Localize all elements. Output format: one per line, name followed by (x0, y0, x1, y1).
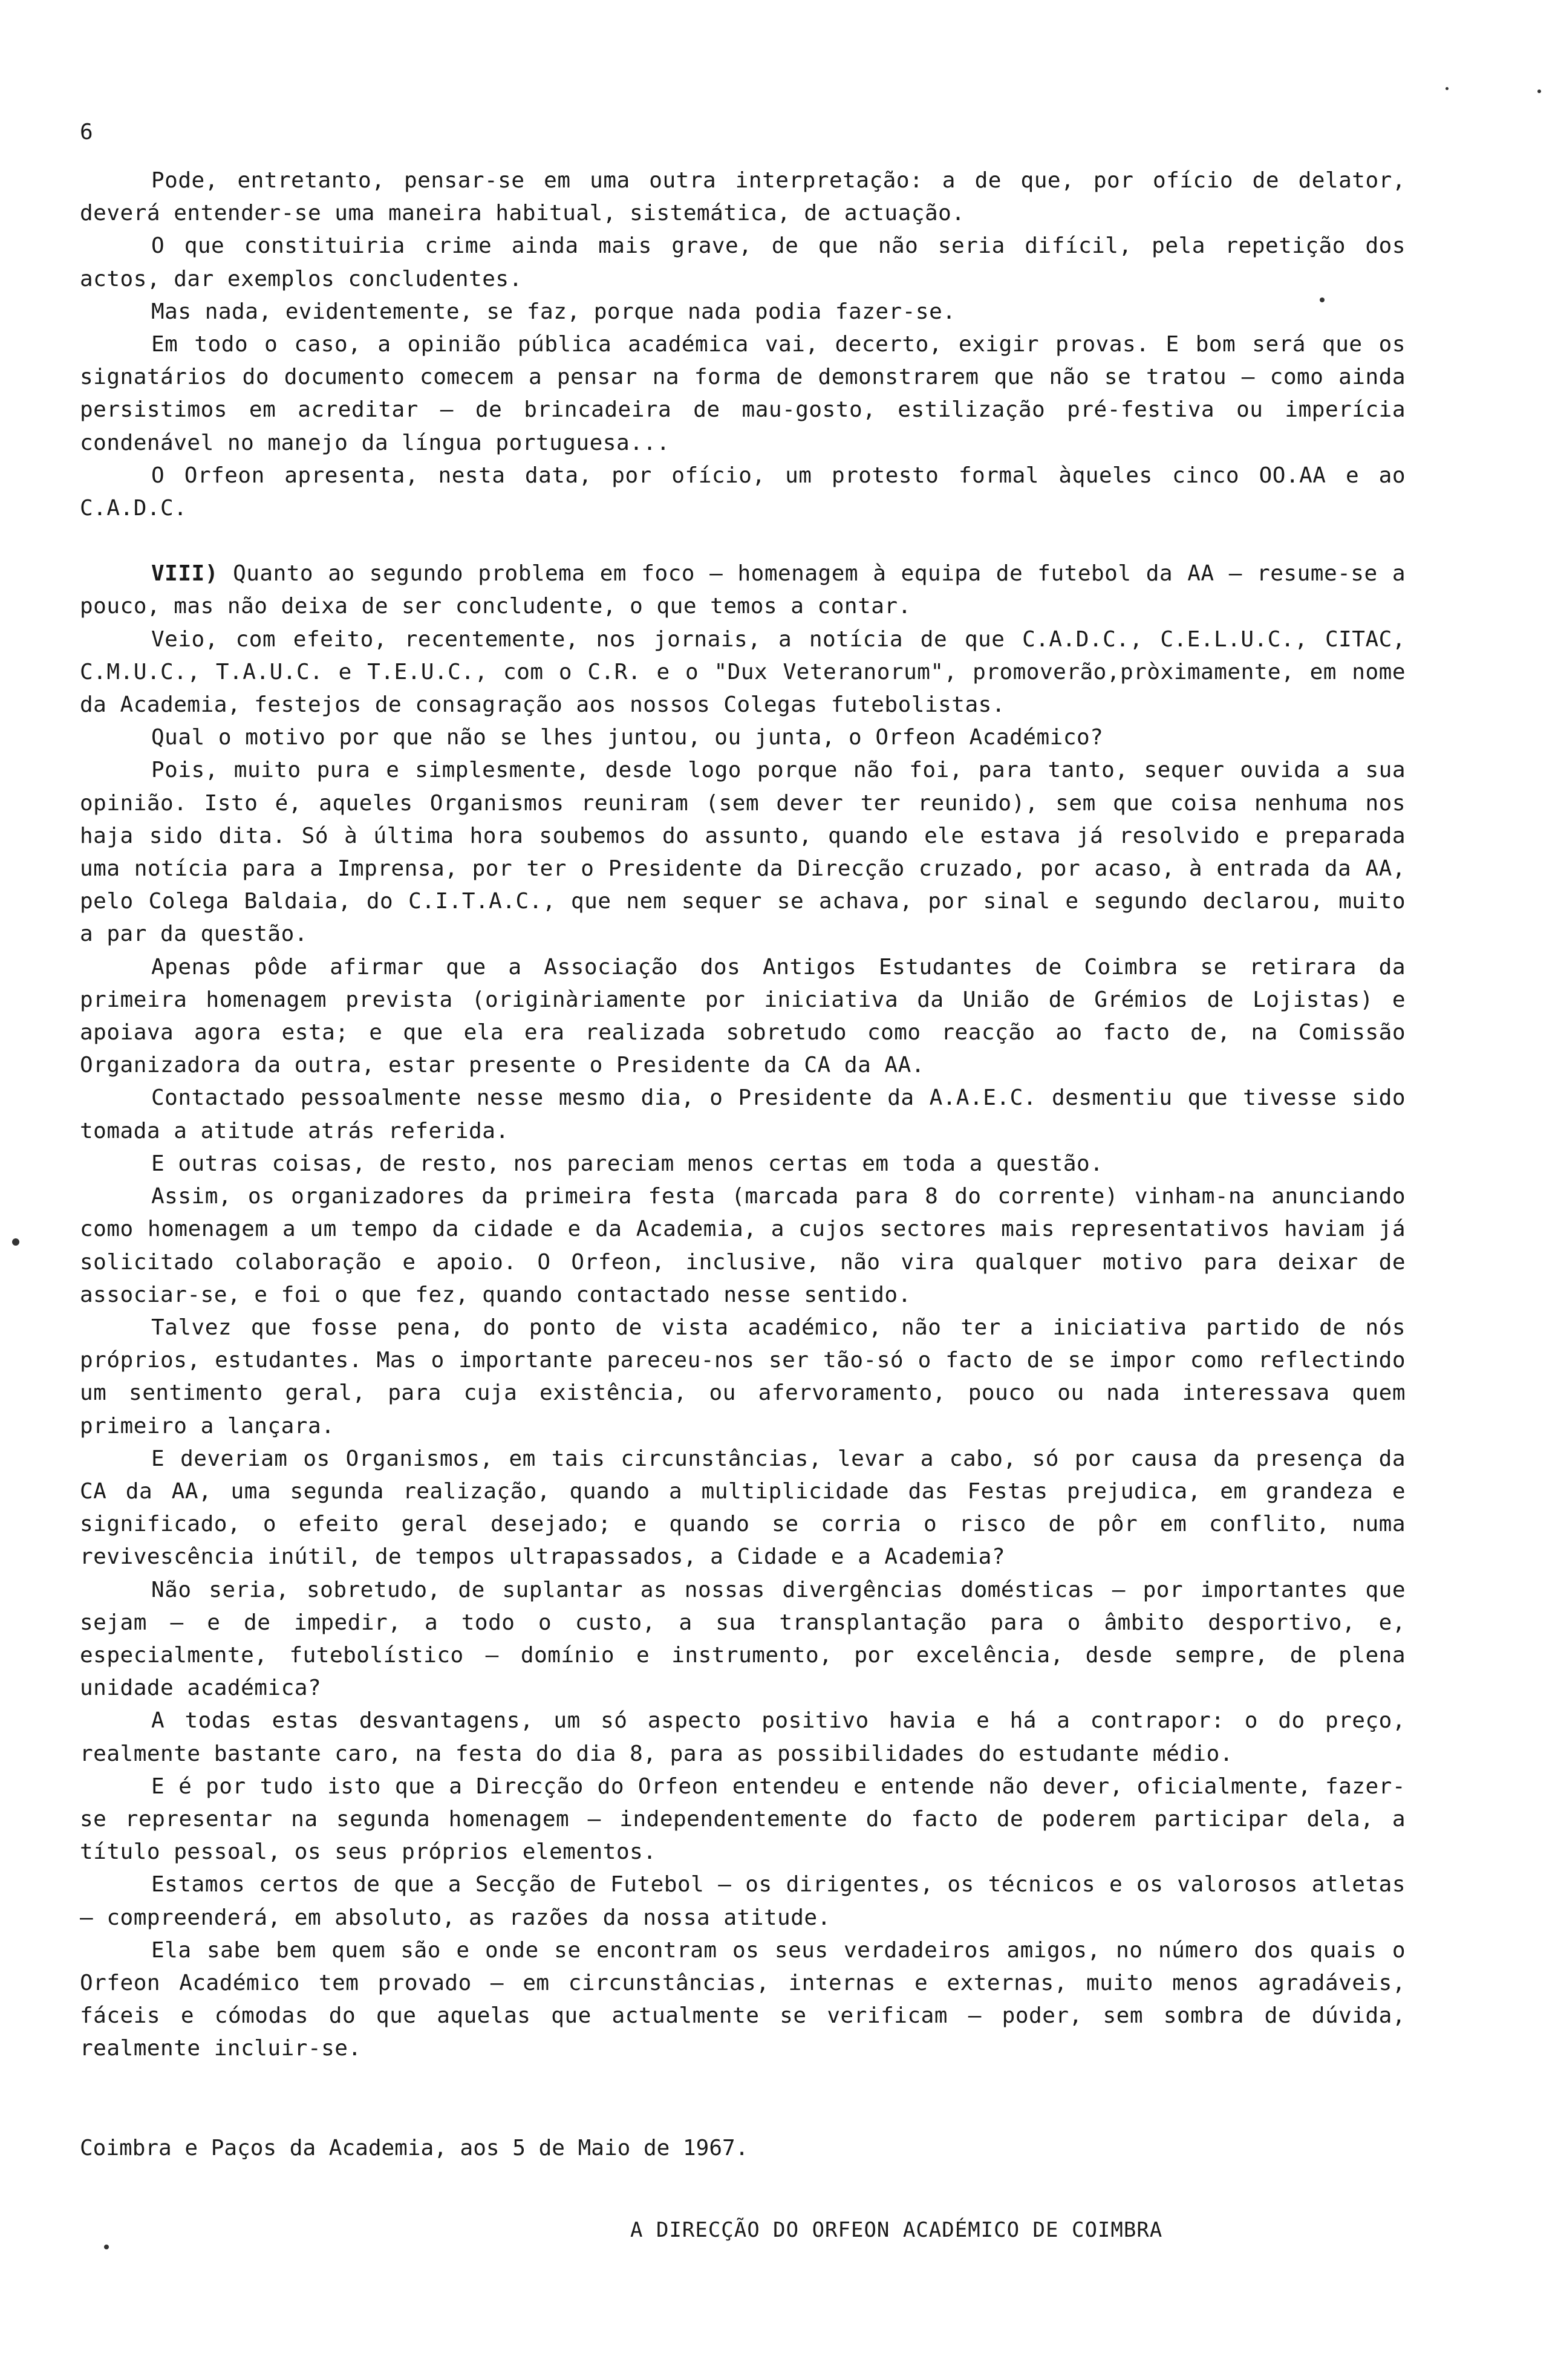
paragraph: Talvez que fosse pena, do ponto de vista académico, não ter a iniciativa partido de nós próprios, estudantes. Mas o importante pareceu-nos ser tão-só o facto de se impor como reflectindo um sentimento geral, para cuja existência, ou afervoramento, pouco ou nada interessava quem primeiro a lançara. (80, 1315, 1406, 1439)
date-line: Coimbra e Paços da Academia, aos 5 de Maio de 1967. (80, 2136, 749, 2161)
paragraph: E é por tudo isto que a Direcção do Orfeon entendeu e entende não dever, oficialmente, fazer-se representar na segunda homenagem — independentemente do facto de poderem participar dela, a título pessoal, os seus próprios elementos. (80, 1774, 1406, 1865)
paragraph: Estamos certos de que a Secção de Futebol — os dirigentes, os técnicos e os valorosos atletas — compreenderá, em absoluto, as razões da nossa atitude. (80, 1872, 1406, 1930)
paragraph: Ela sabe bem quem são e onde se encontram os seus verdadeiros amigos, no número dos quais o Orfeon Académico tem provado — em circunstâncias, internas e externas, muito menos agradáveis, fáceis e cómodas do que aquelas que actualmente se verificam — poder, sem sombra de dúvida, realmente incluir-se. (80, 1937, 1406, 2061)
scan-speck (1320, 298, 1325, 302)
document-body (80, 164, 1406, 2066)
paragraph: E outras coisas, de resto, nos pareciam menos certas em toda a questão. (151, 1151, 1104, 1176)
scan-speck (1537, 89, 1541, 93)
paragraph: Veio, com efeito, recentemente, nos jornais, a notícia de que C.A.D.C., C.E.L.U.C., CITAC, C.M.U.C., T.A.U.C. e T.E.U.C., com o C.R. e o "Dux Veteranorum", promoverão,pròximamente, em nome da Academia, festejos de consagração aos nossos Colegas futebolistas. (80, 626, 1406, 718)
paragraph: Não seria, sobretudo, de suplantar as nossas divergências domésticas — por importantes que sejam — e de impedir, a todo o custo, a sua transplantação para o âmbito desportivo, e, especialmente, futebolístico — domínio e instrumento, por excelência, desde sempre, de plena unidade académica? (80, 1577, 1406, 1701)
scan-speck (104, 2245, 109, 2249)
paragraph: Pois, muito pura e simplesmente, desde logo porque não foi, para tanto, sequer ouvida a sua opinião. Isto é, aqueles Organismos reuniram (sem dever ter reunido), sem que coisa nenhuma nos haja sido dita. Só à última hora soubemos do assunto, quando ele estava já resolvido e preparada uma notícia para a Imprensa, por ter o Presidente da Direcção cruzado, por acaso, à entrada da AA, pelo Colega Baldaia, do C.I.T.A.C., que nem sequer se achava, por sinal e segundo declarou, muito a par da questão. (80, 758, 1406, 947)
paragraph: Contactado pessoalmente nesse mesmo dia, o Presidente da A.A.E.C. desmentiu que tivesse sido tomada a atitude atrás referida. (80, 1085, 1406, 1143)
paragraph: O Orfeon apresenta, nesta data, por ofício, um protesto formal àqueles cinco OO.AA e ao C.A.D.C. (80, 463, 1406, 521)
paragraph: Apenas pôde afirmar que a Associação dos Antigos Estudantes de Coimbra se retirara da primeira homenagem prevista (originàriamente por iniciativa da União de Grémios de Lojistas) e apoiava agora esta; e que ela era realizada sobretudo como reacção ao facto de, na Comissão Organizadora da outra, estar presente o Presidente da CA da AA. (80, 954, 1406, 1078)
paragraph: Qual o motivo por que não se lhes juntou, ou junta, o Orfeon Académico? (151, 725, 1104, 750)
paragraph-text: Quanto ao segundo problema em foco — homenagem à equipa de futebol da AA — resume-se a pouco, mas não deixa de ser concludente, o que temos a contar. (80, 561, 1406, 619)
paragraph: Assim, os organizadores da primeira festa (marcada para 8 do corrente) vinham-na anunciando como homenagem a um tempo da cidade e da Academia, a cujos sectores mais representativos haviam já solicitado colaboração e apoio. O Orfeon, inclusive, não vira qualquer motivo para deixar de associar-se, e foi o que fez, quando contactado nesse sentido. (80, 1184, 1406, 1307)
paragraph: O que constituiria crime ainda mais grave, de que não seria difícil, pela repetição dos actos, dar exemplos concludentes. (80, 233, 1406, 291)
section-paragraph (80, 558, 1406, 623)
paragraph: Em todo o caso, a opinião pública académica vai, decerto, exigir provas. E bom será que os signatários do documento comecem a pensar na forma de demonstrarem que não se tratou — como ainda persistimos em acreditar — de brincadeira de mau-gosto, estilização pré-festiva ou imperícia condenável no manejo da língua portuguesa... (80, 332, 1406, 455)
paragraph: Pode, entretanto, pensar-se em uma outra interpretação: a de que, por ofício de delator, deverá entender-se uma maneira habitual, sistemática, de actuação. (80, 168, 1406, 226)
paragraph: A todas estas desvantagens, um só aspecto positivo havia e há a contrapor: o do preço, realmente bastante caro, na festa do dia 8, para as possibilidades do estudante médio. (80, 1708, 1406, 1766)
paragraph: E deveriam os Organismos, em tais circunstâncias, levar a cabo, só por causa da presença da CA da AA, uma segunda realização, quando a multiplicidade das Festas prejudica, em grandeza e significado, o efeito geral desejado; e quando se corria o risco de pôr em conflito, numa revivescência inútil, de tempos ultrapassados, a Cidade e a Academia? (80, 1446, 1406, 1570)
section-number: VIII) (151, 561, 218, 587)
signature: A DIRECÇÃO DO ORFEON ACADÉMICO DE COIMBRA (630, 2218, 1163, 2242)
page-number: 6 (80, 120, 93, 145)
scan-speck (12, 1238, 19, 1246)
scan-speck (1446, 87, 1449, 90)
paragraph: Mas nada, evidentemente, se faz, porque nada podia fazer-se. (151, 299, 956, 324)
